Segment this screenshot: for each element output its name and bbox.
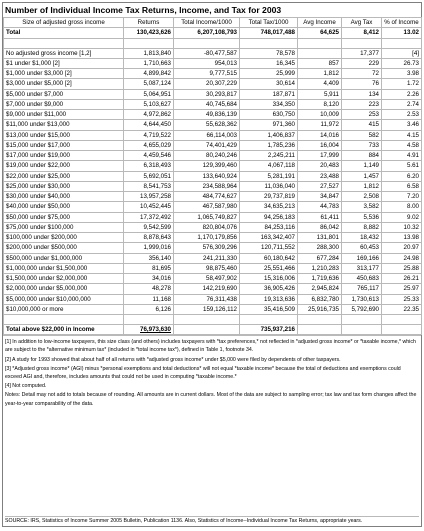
table-cell: 4,409: [298, 79, 342, 89]
header-cell: Returns: [124, 18, 174, 28]
header-row: [4, 18, 422, 28]
table-cell: 22.35: [382, 304, 422, 314]
table-cell: 5,103,627: [124, 99, 174, 109]
row-label: No adjusted gross income [1,2]: [4, 48, 124, 58]
table-cell: 26.73: [382, 58, 422, 68]
table-cell: 241,211,330: [174, 253, 240, 263]
table-cell: 334,350: [240, 99, 298, 109]
table-cell: 13.02: [382, 28, 422, 38]
table-cell: 748,017,488: [240, 28, 298, 38]
table-cell: 40,745,684: [174, 99, 240, 109]
table-cell: [382, 325, 422, 335]
table-cell: 8,541,753: [124, 181, 174, 191]
table-row: [4, 274, 422, 284]
table-cell: 2.53: [382, 110, 422, 120]
table-cell: 4.58: [382, 140, 422, 150]
table-cell: 17,999: [298, 151, 342, 161]
table-cell: 30,293,817: [174, 89, 240, 99]
table-cell: 25,999: [240, 69, 298, 79]
table-row: [4, 171, 422, 181]
row-label: $19,000 under $22,000: [4, 161, 124, 171]
table-cell: 9,777,515: [174, 69, 240, 79]
spreadsheet: [2, 2, 422, 527]
table-cell: 450,683: [342, 274, 382, 284]
table-cell: 187,871: [240, 89, 298, 99]
table-cell: 582: [342, 130, 382, 140]
table-row: [4, 181, 422, 191]
header-cell: Total Tax/1000: [240, 18, 298, 28]
table-row: [4, 304, 422, 314]
table-cell: 1,812: [342, 181, 382, 191]
table-cell: 415: [342, 120, 382, 130]
row-label: $5,000 under $7,000: [4, 89, 124, 99]
table-row: [4, 192, 422, 202]
table-cell: 971,360: [240, 120, 298, 130]
table-cell: 17,377: [342, 48, 382, 58]
header-cell: % of Income: [382, 18, 422, 28]
table-cell: 857: [298, 58, 342, 68]
table-cell: [298, 48, 342, 58]
table-cell: 23,488: [298, 171, 342, 181]
table-cell: 98,875,460: [174, 263, 240, 273]
table-cell: 55,628,362: [174, 120, 240, 130]
table-cell: 4,972,862: [124, 110, 174, 120]
table-cell: 35,416,509: [240, 304, 298, 314]
table-cell: 356,140: [124, 253, 174, 263]
table-cell: 94,256,183: [240, 212, 298, 222]
table-cell: 8.00: [382, 202, 422, 212]
table-cell: 163,342,407: [240, 233, 298, 243]
table-cell: 10,009: [298, 110, 342, 120]
table-cell: 6,832,780: [298, 294, 342, 304]
table-cell: 4,067,118: [240, 161, 298, 171]
table-row: [4, 233, 422, 243]
table-row: [4, 58, 422, 68]
table-cell: 3.98: [382, 69, 422, 79]
empty-cell: [4, 38, 124, 48]
empty-cell: [124, 38, 174, 48]
table-cell: 20.97: [382, 243, 422, 253]
blank-row: [4, 315, 422, 325]
table-row: [4, 161, 422, 171]
table-cell: 76,973,630: [124, 325, 174, 335]
footnote: [2] A study for 1993 showed that about half of all returns with *adjusted gross income* under $5,000 were filed by dependents of other taxpayers.: [5, 356, 341, 363]
row-label: $40,000 under $50,000: [4, 202, 124, 212]
table-cell: 1,999,016: [124, 243, 174, 253]
table-cell: 1,457: [342, 171, 382, 181]
table-cell: 11,168: [124, 294, 174, 304]
table-cell: 677,284: [298, 253, 342, 263]
table-cell: 5,281,191: [240, 171, 298, 181]
table-cell: 5.61: [382, 161, 422, 171]
table-cell: 60,180,642: [240, 253, 298, 263]
blank-row: [4, 38, 422, 48]
table-cell: 6,126: [124, 304, 174, 314]
row-label: $9,000 under $11,000: [4, 110, 124, 120]
table-cell: 14,016: [298, 130, 342, 140]
table-cell: 223: [342, 99, 382, 109]
table-cell: [298, 325, 342, 335]
table-cell: 13.98: [382, 233, 422, 243]
table-cell: 5,792,690: [342, 304, 382, 314]
table-cell: 30,614: [240, 79, 298, 89]
table-cell: 25.33: [382, 294, 422, 304]
table-cell: [342, 315, 382, 325]
table-cell: 86,042: [298, 222, 342, 232]
table-row: [4, 284, 422, 294]
table-cell: 48,278: [124, 284, 174, 294]
total-row: [4, 28, 422, 38]
empty-cell: [342, 38, 382, 48]
table-cell: 19,313,636: [240, 294, 298, 304]
table-cell: 15,316,006: [240, 274, 298, 284]
source-note: SOURCE: IRS, Statistics of Income Summer 2005 Bulletin, Publication 1136. Also, Statistics of Income--Individual Income Tax Returns, appropriate years.: [5, 516, 419, 525]
table-cell: [342, 325, 382, 335]
empty-cell: [382, 38, 422, 48]
table-cell: 142,219,690: [174, 284, 240, 294]
table-row: [4, 69, 422, 79]
table-cell: 1,710,663: [124, 58, 174, 68]
table-cell: 64,625: [298, 28, 342, 38]
table-cell: 954,013: [174, 58, 240, 68]
row-label: $7,000 under $9,000: [4, 99, 124, 109]
table-cell: 1.72: [382, 79, 422, 89]
table-cell: 3.46: [382, 120, 422, 130]
table-cell: 133,640,924: [174, 171, 240, 181]
table-cell: [174, 325, 240, 335]
table-cell: 5,536: [342, 212, 382, 222]
page-title: Number of Individual Income Tax Returns, Income, and Tax for 2003: [5, 5, 282, 15]
table-cell: 16,345: [240, 58, 298, 68]
table-cell: 120,711,552: [240, 243, 298, 253]
table-cell: 576,309,296: [174, 243, 240, 253]
table-row: [4, 120, 422, 130]
table-cell: 169,166: [342, 253, 382, 263]
row-label: $1,000,000 under $1,500,000: [4, 263, 124, 273]
table-cell: 6.58: [382, 181, 422, 191]
footnote: [3] *Adjusted gross income* (AGI) minus *personal exemptions and total deductions* will not equal *taxable income* because the total of deductions and exemptions could exceed AGI and, therefore, includes amounts that could not be used in computing *taxable income.*: [5, 365, 401, 381]
table-cell: 76: [342, 79, 382, 89]
table-cell: 8,120: [298, 99, 342, 109]
row-label: $11,000 under $13,000: [4, 120, 124, 130]
table-cell: 5,911: [298, 89, 342, 99]
row-label: [4, 315, 124, 325]
table-cell: 8,412: [342, 28, 382, 38]
table-cell: 5,064,951: [124, 89, 174, 99]
table-cell: 2,245,211: [240, 151, 298, 161]
table-row: [4, 140, 422, 150]
table-cell: 44,783: [298, 202, 342, 212]
table-cell: 884: [342, 151, 382, 161]
footnote: Notes: Detail may not add to totals because of rounding. All amounts are in current dollars. Most of the data are subject to sampling error; tax law and tax form changes affect the year-to-year comparability of the data.: [5, 392, 417, 407]
table-row: [4, 212, 422, 222]
table-cell: 27,527: [298, 181, 342, 191]
table-cell: 820,804,076: [174, 222, 240, 232]
table-cell: 131,801: [298, 233, 342, 243]
table-cell: 7.20: [382, 192, 422, 202]
table-cell: 1,813,840: [124, 48, 174, 58]
table-cell: 5,692,051: [124, 171, 174, 181]
table-cell: -80,477,587: [174, 48, 240, 58]
empty-cell: [174, 38, 240, 48]
table-cell: 6.20: [382, 171, 422, 181]
table-cell: 34,847: [298, 192, 342, 202]
table-cell: 229: [342, 58, 382, 68]
table-cell: 25,916,735: [298, 304, 342, 314]
table-row: [4, 89, 422, 99]
table-cell: [124, 315, 174, 325]
table-cell: 2,508: [342, 192, 382, 202]
footnotes: [3, 335, 421, 408]
table-row: [4, 48, 422, 58]
row-label: $5,000,000 under $10,000,000: [4, 294, 124, 304]
table-cell: 84,253,116: [240, 222, 298, 232]
table-cell: 10,452,445: [124, 202, 174, 212]
table-cell: 130,423,626: [124, 28, 174, 38]
table-cell: 17,372,492: [124, 212, 174, 222]
table-cell: 4,459,546: [124, 151, 174, 161]
table-cell: 24.98: [382, 253, 422, 263]
table-cell: 11,036,040: [240, 181, 298, 191]
table-cell: 134: [342, 89, 382, 99]
row-label: $17,000 under $19,000: [4, 151, 124, 161]
table-cell: 11,972: [298, 120, 342, 130]
table-cell: 34,016: [124, 274, 174, 284]
table-row: [4, 110, 422, 120]
table-cell: 9.02: [382, 212, 422, 222]
row-label: $1,500,000 under $2,000,000: [4, 274, 124, 284]
table-cell: 18,432: [342, 233, 382, 243]
table-cell: [240, 315, 298, 325]
table-cell: 1,730,613: [342, 294, 382, 304]
table-cell: 2.26: [382, 89, 422, 99]
table-cell: 4,655,029: [124, 140, 174, 150]
table-cell: 4,644,450: [124, 120, 174, 130]
header-cell: Size of adjusted gross income: [4, 18, 124, 28]
table-row: [4, 222, 422, 232]
table-cell: [298, 315, 342, 325]
row-label: Total above $22,000 in Income: [4, 325, 124, 335]
table-cell: 4,719,522: [124, 130, 174, 140]
footnote: [4] Not computed.: [5, 383, 47, 390]
row-label: $22,000 under $25,000: [4, 171, 124, 181]
table-cell: 5,087,124: [124, 79, 174, 89]
table-cell: 25,551,466: [240, 263, 298, 273]
table-cell: 76,311,438: [174, 294, 240, 304]
table-cell: 72: [342, 69, 382, 79]
table-cell: [174, 315, 240, 325]
table-cell: 16,004: [298, 140, 342, 150]
table-cell: 735,937,216: [240, 325, 298, 335]
table-cell: 60,453: [342, 243, 382, 253]
income-tax-table: [3, 17, 422, 335]
table-cell: 9,542,599: [124, 222, 174, 232]
table-cell: 288,300: [298, 243, 342, 253]
table-cell: 765,117: [342, 284, 382, 294]
table-cell: 25.97: [382, 284, 422, 294]
row-label: $200,000 under $500,000: [4, 243, 124, 253]
table-cell: 29,737,819: [240, 192, 298, 202]
table-row: [4, 253, 422, 263]
table-cell: 34,635,213: [240, 202, 298, 212]
row-label: $3,000 under $5,000 [2]: [4, 79, 124, 89]
table-cell: 1,406,837: [240, 130, 298, 140]
footnote: [1] In addition to low-income taxpayers, this size class (and others) includes taxpayers with *tax preferences,* not reflected in *adjusted gross income* or *taxable income,* which are subject to the *alternative minimum tax* (included in *total income tax*), defined in Table 1, footnote 34.: [5, 339, 416, 354]
table-cell: 129,399,460: [174, 161, 240, 171]
row-label: $10,000,000 or more: [4, 304, 124, 314]
row-label: $2,000,000 under $5,000,000: [4, 284, 124, 294]
table-cell: 13,957,258: [124, 192, 174, 202]
table-cell: [4]: [382, 48, 422, 58]
table-cell: 4.15: [382, 130, 422, 140]
table-cell: 1,812: [298, 69, 342, 79]
table-cell: 1,785,236: [240, 140, 298, 150]
table-cell: 253: [342, 110, 382, 120]
table-cell: 20,307,229: [174, 79, 240, 89]
table-row: [4, 263, 422, 273]
table-cell: 1,719,636: [298, 274, 342, 284]
table-cell: 1,065,749,827: [174, 212, 240, 222]
empty-cell: [298, 38, 342, 48]
table-cell: 1,170,179,856: [174, 233, 240, 243]
table-cell: 78,578: [240, 48, 298, 58]
row-label: $500,000 under $1,000,000: [4, 253, 124, 263]
table-cell: 26.21: [382, 274, 422, 284]
table-cell: 2.74: [382, 99, 422, 109]
table-cell: 159,126,112: [174, 304, 240, 314]
table-cell: Total: [4, 28, 124, 38]
table-cell: 61,411: [298, 212, 342, 222]
table-cell: 10.32: [382, 222, 422, 232]
row-label: $15,000 under $17,000: [4, 140, 124, 150]
table-cell: 20,483: [298, 161, 342, 171]
table-cell: 733: [342, 140, 382, 150]
table-row: [4, 151, 422, 161]
table-row: [4, 99, 422, 109]
table-cell: 58,497,902: [174, 274, 240, 284]
row-label: $30,000 under $40,000: [4, 192, 124, 202]
empty-cell: [240, 38, 298, 48]
table-cell: 8,882: [342, 222, 382, 232]
row-label: $13,000 under $15,000: [4, 130, 124, 140]
row-label: $75,000 under $100,000: [4, 222, 124, 232]
row-label: $100,000 under $200,000: [4, 233, 124, 243]
table-cell: 6,318,493: [124, 161, 174, 171]
table-cell: 313,177: [342, 263, 382, 273]
table-cell: 4,899,842: [124, 69, 174, 79]
table-cell: 1,210,283: [298, 263, 342, 273]
table-cell: 467,587,980: [174, 202, 240, 212]
table-cell: 8,878,643: [124, 233, 174, 243]
table-row: [4, 243, 422, 253]
table-row: [4, 130, 422, 140]
table-cell: 80,240,246: [174, 151, 240, 161]
row-label: $1 under $1,000 [2]: [4, 58, 124, 68]
header-cell: Total Income/1000: [174, 18, 240, 28]
table-cell: 1,149: [342, 161, 382, 171]
row-label: $50,000 under $75,000: [4, 212, 124, 222]
header-cell: Avg Tax: [342, 18, 382, 28]
table-cell: 234,588,964: [174, 181, 240, 191]
table-cell: 2,945,824: [298, 284, 342, 294]
row-label: $1,000 under $3,000 [2]: [4, 69, 124, 79]
table-row: [4, 294, 422, 304]
row-label: $25,000 under $30,000: [4, 181, 124, 191]
table-cell: 6,207,108,793: [174, 28, 240, 38]
table-cell: 3,582: [342, 202, 382, 212]
table-cell: 81,695: [124, 263, 174, 273]
table-row: [4, 79, 422, 89]
table-cell: 49,836,139: [174, 110, 240, 120]
table-row: [4, 202, 422, 212]
table-cell: 25.88: [382, 263, 422, 273]
table-cell: 36,905,426: [240, 284, 298, 294]
table-cell: 484,774,627: [174, 192, 240, 202]
header-cell: Avg Income: [298, 18, 342, 28]
table-cell: [382, 315, 422, 325]
table-cell: 4.91: [382, 151, 422, 161]
table-cell: 74,401,429: [174, 140, 240, 150]
table-cell: 66,114,003: [174, 130, 240, 140]
total-above-row: [4, 325, 422, 335]
table-cell: 630,750: [240, 110, 298, 120]
